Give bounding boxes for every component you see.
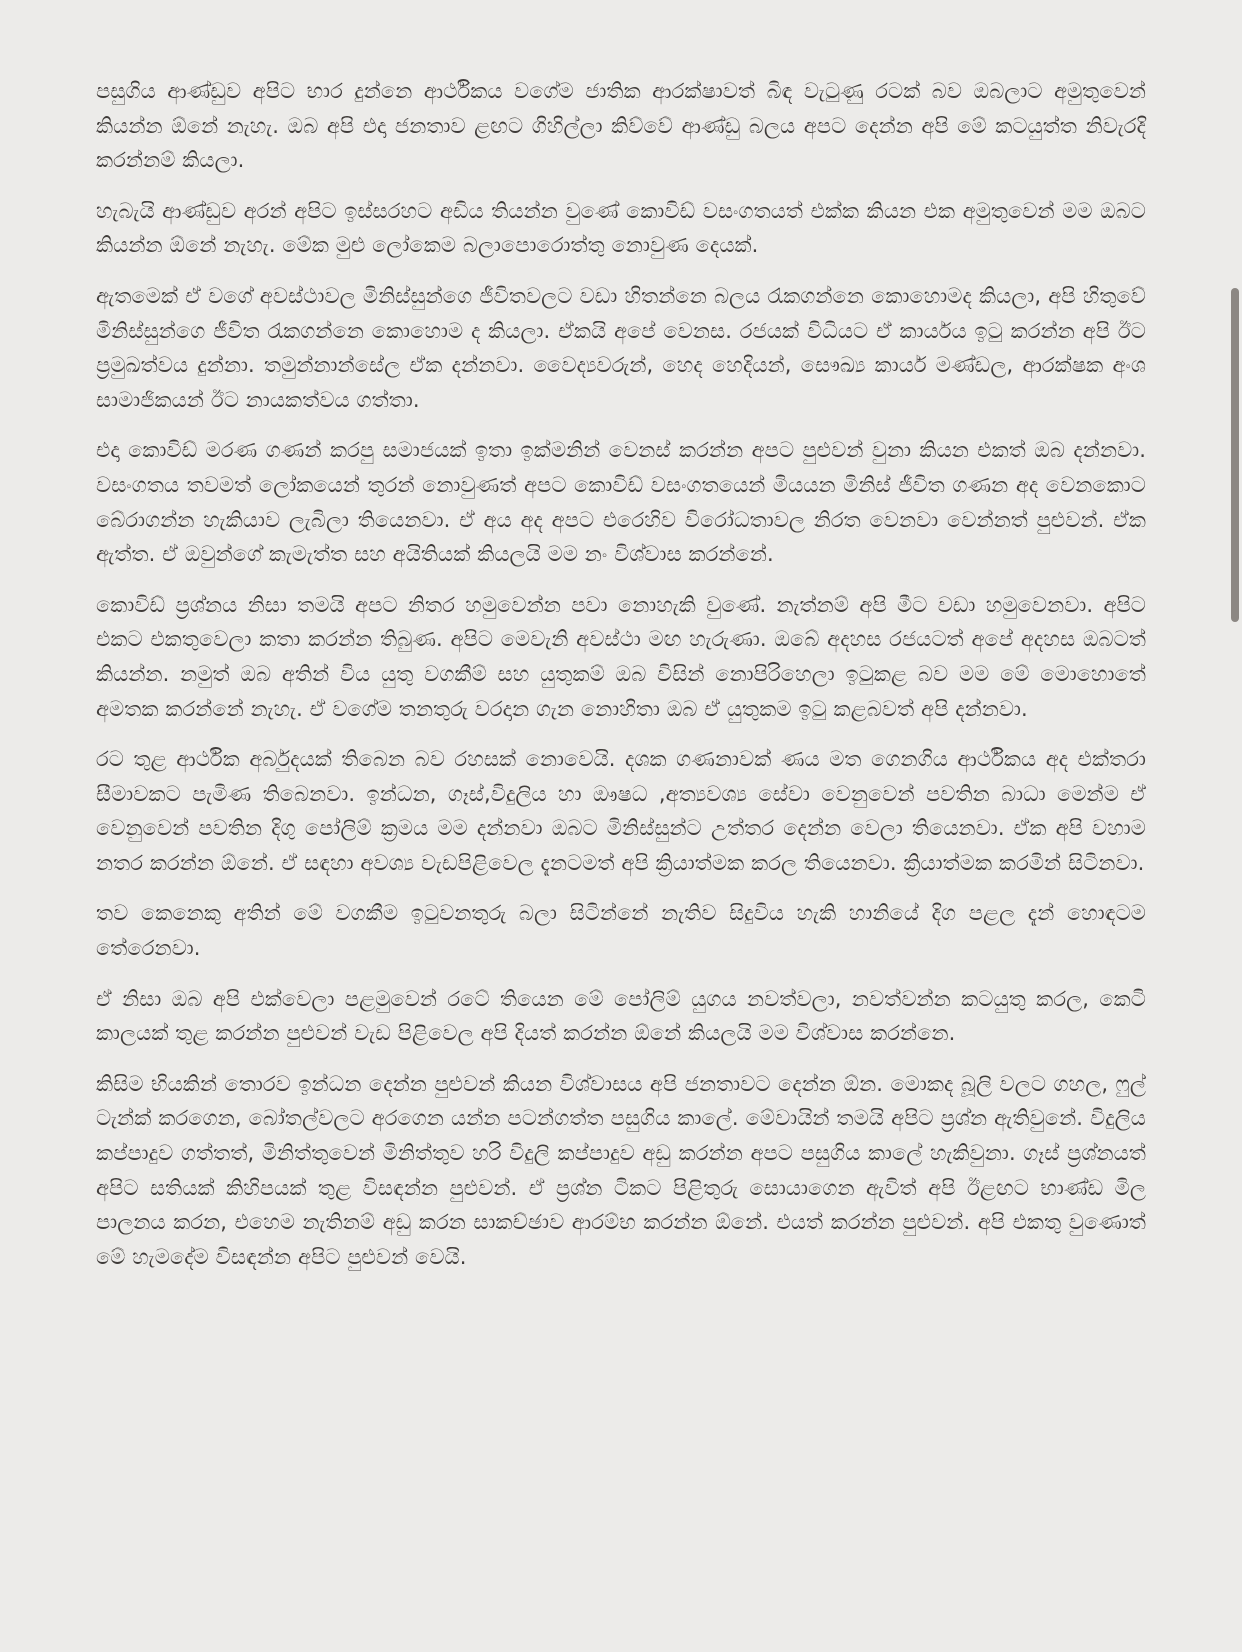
scrollbar-thumb[interactable] <box>1231 288 1239 622</box>
paragraph: පසුගිය ආණ්ඩුව අපිට භාර දුන්නෙ ආර්ථිකය වගේම ජාතික ආරක්ෂාවත් බිඳ වැටුණු රටක් බව ඔබලාට අමුතුවෙන් කියන්න ඕනේ නැහැ. ඔබ අපි එදා ජනතාව ළඟට ගිහිල්ලා කිව්වේ ආණ්ඩු බලය අපට දෙන්න අපි මේ කටයුත්ත නිවැරදි කරන්නම් කියලා. <box>96 79 1146 173</box>
paragraph: කිසිම භියකින් තොරව ඉන්ධන දෙන්න පුළුවන් කියන විශ්වාසය අපි ජනතාවට දෙන්න ඕන. මොකද බූලි වලට ගහල, ෆුල් ටැන්ක් කරගෙන, බෝතල්වලට අරගෙන යන්න පටන්ගත්ත පසුගිය කාලේ. මේවායින් තමයි අපිට ප්‍රශ්න ඇතිවුනේ. විදුලිය කප්පාදුව ගත්තත්, මිනිත්තුවෙන් මිනිත්තුව හරි විදුලි කප්පාදුව අඩු කරන්න අපට පසුගිය කාලේ හැකිවුනා. ගෑස් ප්‍රශ්නයත් අපිට සතියක් කිහිපයක් තුළ විසඳන්න පුළුවන්. ඒ ප්‍රශ්න ටිකට පිළිතුරු සොයාගෙන ඇවිත් අපි ඊළඟට භාණ්ඩ මිල පාලනය කරන, එහෙම නැතිනම් අඩු කරන සාකච්ඡාව ආරම්භ කරන්න ඕනේ. එයත් කරන්න පුළුවන්. අපි එකතු වුණොත් මේ හැමදේම විසඳන්න අපිට පුළුවන් වෙයි. <box>96 1071 1146 1269</box>
vertical-scrollbar[interactable] <box>1228 0 1242 1652</box>
document-body <box>96 74 1146 1290</box>
paragraph: තව කෙනෙකු අතින් මේ වගකීම ඉටුවනතුරු බලා සිටින්නේ නැතිව සිදුවිය හැකි හානියේ දිග පළල දැන් හොඳටම තේරෙනවා. <box>96 901 1146 961</box>
paragraph: ඇතමෙක් ඒ වගේ අවස්ථාවල මිනිස්සුන්ගෙ ජීවිතවලට වඩා හිතන්නෙ බලය රැකගන්නෙ කොහොමද කියලා, අපි හිතුවේ මිනිස්සුන්ගෙ ජීවිත රැකගන්නෙ කොහොම ද කියලා. ඒකයි අපේ වෙනස. රජයක් විධියට ඒ කාර්යය ඉටු කරන්න අපි ඊට ප්‍රමුඛත්වය දුන්නා. තමුන්නාන්සේල ඒක දන්නවා. වෛද්‍යවරුන්, හෙද හෙදියන්, සෞඛ්‍ය කාර්ය මණ්ඩල, ආරක්ෂක අංශ සාමාජිකයන් ඊට නායකත්වය ගත්තා. <box>96 283 1146 412</box>
paragraph: ඒ නිසා ඔබ අපි එක්වෙලා පළමුවෙන් රටේ තියෙන මේ පෝලිම් යුගය නවත්වලා, නවත්වන්න කටයුතු කරල, කෙටි කාලයක් තුළ කරන්න පුළුවන් වැඩ පිළිවෙල අපි දියත් කරන්න ඕනේ කියලයි මම විශ්වාස කරන්නෙ. <box>96 986 1146 1046</box>
paragraph: හැබැයි ආණ්ඩුව අරන් අපිට ඉස්සරහට අඩිය තියන්න වුණේ කොවිඩ් වසංගතයත් එක්ක කියන එක අමුතුවෙන් මම ඔබට කියන්න ඕනේ නැහැ. මේක මුළු ලෝකෙම බලාපොරොත්තු නොවුණ දෙයක්. <box>96 198 1146 258</box>
paragraph: රට තුළ ආර්ථික අර්බුදයක් තිබෙන බව රහසක් නොවෙයි. දශක ගණනාවක් ණය මත ගෙනගිය ආර්ථිකය අද එක්තරා සීමාවකට පැමිණ තිබෙනවා. ඉන්ධන, ගෑස්,විදුලිය හා ඖෂධ ,අත්‍යවශ්‍ය සේවා වෙනුවෙන් පවතින බාධා මෙන්ම ඒ වෙනුවෙන් පවතින දිගු පෝලිම් ක්‍රමය මම දන්නවා ඔබට මිනිස්සුන්ට උත්තර දෙන්න වෙලා තියෙනවා. ඒක අපි වහාම නතර කරන්න ඕනේ. ඒ සඳහා අවශ්‍ය වැඩපිළිවෙල දැනටමත් අපි ක්‍රියාත්මක කරල තියෙනවා. ක්‍රියාත්මක කරමින් සිටිනවා. <box>96 747 1146 875</box>
paragraph: එදා කොවිඩ් මරණ ගණන් කරපු සමාජයක් ඉතා ඉක්මනින් වෙනස් කරන්න අපට පුළුවන් වුනා කියන එකත් ඔබ දන්නවා. වසංගතය තවමත් ලෝකයෙන් තුරන් නොවුණත් අපට කොවිඩ් වසංගතයෙන් මියයන මිනිස් ජීවිත ගණන අද වෙනකොට බේරාගන්න හැකියාව ලැබිලා තියෙනවා. ඒ අය අද අපට එරෙහිව විරෝධතාවල නිරත වෙනවා වෙන්නත් පුළුවන්. ඒක ඇත්ත. ඒ ඔවුන්ගේ කැමැත්ත සහ අයිතියක් කියලයි මම නං විශ්වාස කරන්නේ. <box>96 438 1146 567</box>
paragraph: කොවිඩ් ප්‍රශ්නය නිසා තමයි අපට නිතර හමුවෙන්න පවා නොහැකි වුණේ. නැත්නම් අපි මීට වඩා හමුවෙනවා. අපිට එකට එකතුවෙලා කතා කරන්න තිබුණ. අපිට මෙවැනි අවස්ථා මඟ හැරුණා. ඔබේ අදහස රජයටත් අපේ අදහස ඔබටත් කියන්න. නමුත් ඔබ අතින් විය යුතු වගකීම් සහ යුතුකම් ඔබ විසින් නොපිරිහෙලා ඉටුකළ බව මම මේ මොහොතේ අමතක කරන්නේ නැහැ. ඒ වගේම තනතුරු වරදාන ගැන නොහිතා ඔබ ඒ යුතුකම ඉටු කළබවත් අපි දන්නවා. <box>96 592 1146 721</box>
